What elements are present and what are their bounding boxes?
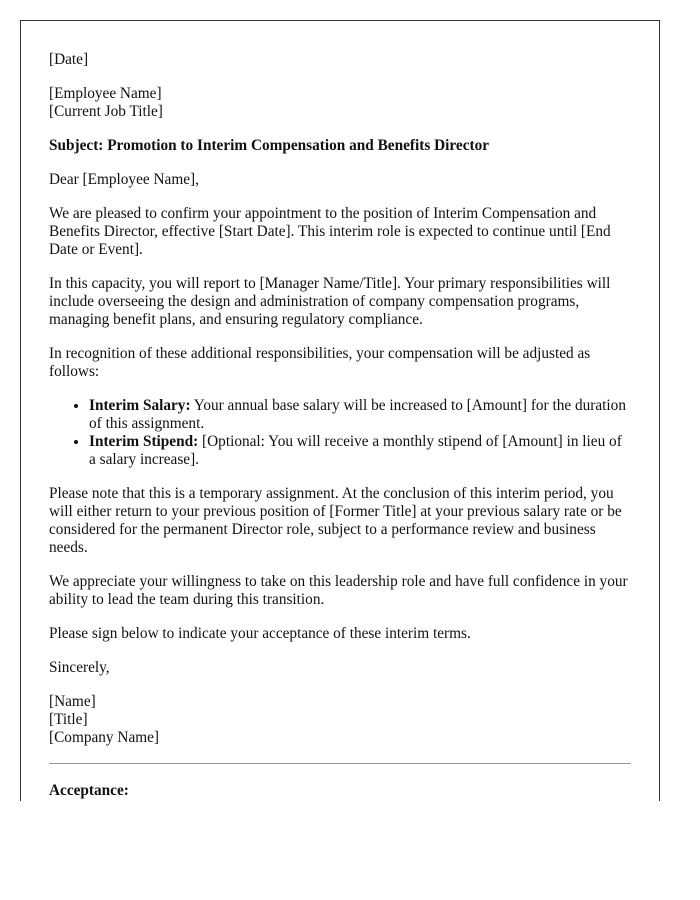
divider — [49, 763, 631, 764]
bullet-text: Your annual base salary will be increased to [Amount] for the duration of this assignment. — [89, 397, 626, 432]
signer-name: [Name] — [49, 693, 96, 710]
paragraph-compensation: In recognition of these additional responsibilities, your compensation will be adjusted as follows: — [49, 345, 591, 380]
company-name: [Company Name] — [49, 729, 160, 746]
signature-block — [49, 693, 631, 747]
recipient-block — [49, 85, 631, 121]
paragraph-appreciation: We appreciate your willingness to take on this leadership role and have full confidence in your ability to lead the team during this transition. — [49, 573, 628, 608]
subject-line — [49, 137, 631, 155]
signoff: Sincerely, — [49, 659, 110, 676]
paragraph-responsibilities: In this capacity, you will report to [Manager Name/Title]. Your primary responsibilities will include overseeing the design and administration of company compensation programs, managing benefit plans, and ensuring regulatory compliance. — [49, 275, 611, 328]
acceptance-heading — [49, 782, 631, 800]
list-item — [89, 397, 631, 433]
paragraph-temporary: Please note that this is a temporary assignment. At the conclusion of this interim period, you will either return to your previous position of [Former Title] at your previous salary rate or be considered for the permanent Director role, subject to a performance review and business needs. — [49, 485, 622, 556]
compensation-list — [49, 397, 631, 469]
date: [Date] — [49, 51, 89, 68]
bullet-label: Interim Salary: — [89, 397, 191, 414]
bullet-text: [Optional: You will receive a monthly stipend of [Amount] in lieu of a salary increase]. — [89, 433, 622, 468]
list-item — [89, 433, 631, 469]
salutation: Dear [Employee Name], — [49, 171, 199, 188]
signer-title: [Title] — [49, 711, 88, 728]
letter-page — [20, 20, 660, 801]
paragraph-sign: Please sign below to indicate your acceptance of these interim terms. — [49, 625, 471, 642]
paragraph-appointment: We are pleased to confirm your appointment to the position of Interim Compensation and Benefits Director, effective [Start Date]. This interim role is expected to continue until [End Date or Event]. — [49, 205, 611, 258]
subject-text: Subject: Promotion to Interim Compensation and Benefits Director — [49, 137, 490, 154]
acceptance-text: Acceptance: — [49, 782, 129, 799]
letter-content — [21, 21, 659, 800]
bullet-label: Interim Stipend: — [89, 433, 199, 450]
job-title: [Current Job Title] — [49, 103, 163, 120]
employee-name: [Employee Name] — [49, 85, 162, 102]
